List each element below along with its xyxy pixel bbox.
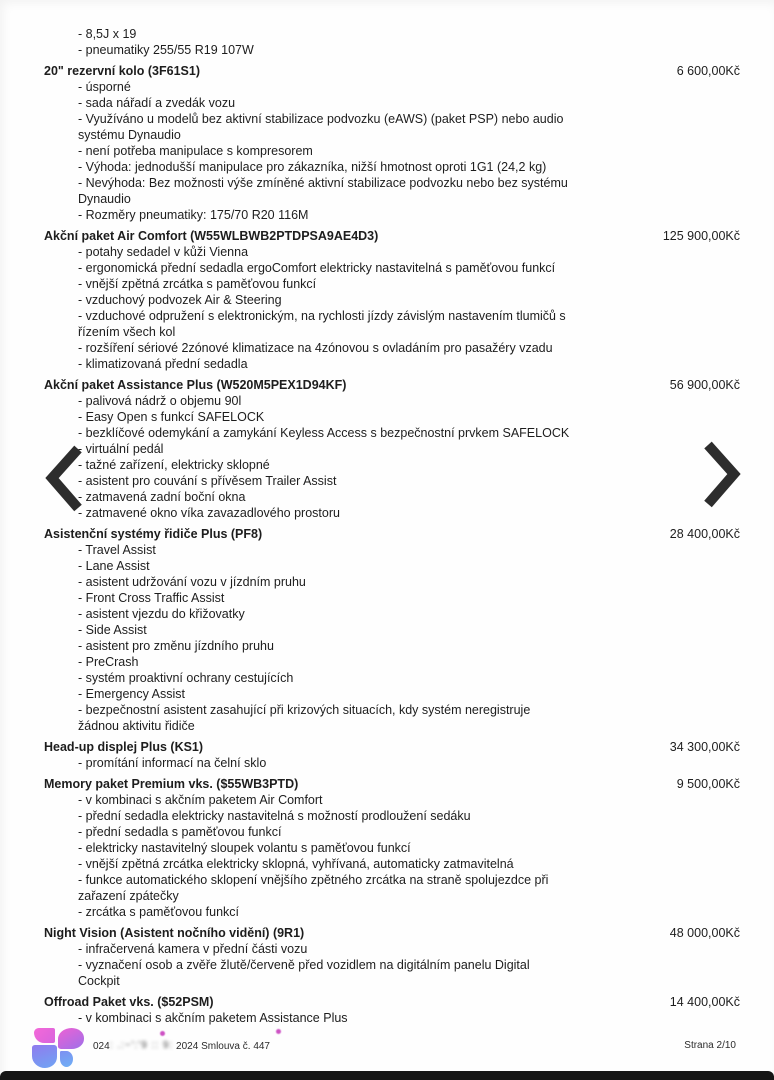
option-detail-line: - v kombinaci s akčním paketem Assistance Plus <box>78 1011 348 1025</box>
option-header <box>44 63 740 79</box>
option-detail-line: - Side Assist <box>78 623 147 637</box>
spec-line: - 8,5J x 19 <box>78 27 137 41</box>
option-detail-line: - přední sedadla elektricky nastavitelná s možností prodloužení sedáku <box>78 809 471 823</box>
option-price: 6 600,00Kč <box>676 64 740 78</box>
option-detail-line: - vzduchový podvozek Air & Steering <box>78 293 282 307</box>
option-detail-line: žádnou aktivitu řidiče <box>78 719 195 733</box>
option-detail-line: - Lane Assist <box>78 559 150 573</box>
option-detail-line: - bezklíčové odemykání a zamykání Keyless Access s bezpečnostní prvkem SAFELOCK <box>78 426 570 440</box>
page-number-indicator: Strana 2/10 <box>684 1040 736 1051</box>
option-price: 28 400,00Kč <box>669 527 740 541</box>
option-price: 48 000,00Kč <box>669 926 740 940</box>
option-detail-line: - přední sedadla s paměťovou funkcí <box>78 825 282 839</box>
chevron-left-icon <box>38 502 94 517</box>
option-detail-line: - funkce automatického sklopení vnějšího zpětného zrcátka na straně spolujezdce při <box>78 873 549 887</box>
option-detail-line: - asistent vjezdu do křižovatky <box>78 607 245 621</box>
option-detail-line: - palivová nádrž o objemu 90l <box>78 394 242 408</box>
option-detail-line: Dynaudio <box>78 192 131 206</box>
option-detail-line: - vnější zpětná zrcátka s paměťovou funkcí <box>78 277 317 291</box>
option-detail-line: - systém proaktivní ochrany cestujících <box>78 671 294 685</box>
next-page-button[interactable] <box>692 438 748 510</box>
option-detail-line: - klimatizovaná přední sedadla <box>78 357 248 371</box>
option-detail-line: - bezpečnostní asistent zasahující při krizových situacích, kdy systém neregistruje <box>78 703 531 717</box>
option-section <box>44 526 740 734</box>
option-detail-line: - tažné zařízení, elektricky sklopné <box>78 458 270 472</box>
option-title: 20" rezervní kolo (3F61S1) <box>44 64 200 78</box>
intro-lines <box>44 26 740 58</box>
option-title: Akční paket Assistance Plus (W520M5PEX1D94KF) <box>44 378 347 392</box>
bottom-frame-bar <box>0 1071 774 1080</box>
option-price: 34 300,00Kč <box>669 740 740 754</box>
option-section <box>44 925 740 989</box>
option-detail-line: - rozšíření sériové 2zónové klimatizace na 4zónovou s ovladáním pro pasažéry vzadu <box>78 341 553 355</box>
option-detail-line: - úsporné <box>78 80 131 94</box>
option-detail-line: - infračervená kamera v přední části vozu <box>78 942 308 956</box>
option-detail-line: - není potřeba manipulace s kompresorem <box>78 144 313 158</box>
option-detail-line: - asistent pro couvání s přívěsem Trailer Assist <box>78 474 337 488</box>
option-detail-line: - elektricky nastavitelný sloupek volantu s paměťovou funkcí <box>78 841 411 855</box>
option-section <box>44 739 740 771</box>
option-title: Offroad Paket vks. ($52PSM) <box>44 995 214 1009</box>
option-detail-line: - potahy sedadel v kůži Vienna <box>78 245 249 259</box>
option-detail-line: - Travel Assist <box>78 543 156 557</box>
option-title: Asistenční systémy řidiče Plus (PF8) <box>44 527 263 541</box>
option-title: Memory paket Premium vks. ($55WB3PTD) <box>44 777 299 791</box>
option-section <box>44 994 740 1026</box>
page-footer <box>0 1025 774 1071</box>
app-logo-icon <box>22 1028 94 1068</box>
option-header <box>44 994 740 1010</box>
options-list <box>44 63 740 1026</box>
option-detail-line: - ergonomická přední sedadla ergoComfort elektricky nastavitelná s paměťovou funkcí <box>78 261 556 275</box>
option-detail-line: - Rozměry pneumatiky: 175/70 R20 116M <box>78 208 309 222</box>
footer-contract-info <box>93 1041 270 1052</box>
option-detail-line: - zatmavená zadní boční okna <box>78 490 246 504</box>
chevron-right-icon <box>692 498 748 513</box>
option-header <box>44 526 740 542</box>
option-title: Head-up displej Plus (KS1) <box>44 740 204 754</box>
option-detail-line: - asistent udržování vozu v jízdním pruhu <box>78 575 306 589</box>
pink-dot-decoration <box>276 1029 281 1034</box>
option-detail-line: - vzduchové odpružení s elektronickým, na rychlosti jízdy závislým nastavením tlumičů s <box>78 309 566 323</box>
option-detail-line: - Nevýhoda: Bez možnosti výše zmíněné aktivní stabilizace podvozku nebo bez systému <box>78 176 568 190</box>
option-price: 14 400,00Kč <box>669 995 740 1009</box>
option-detail-line: - PreCrash <box>78 655 139 669</box>
option-header <box>44 776 740 792</box>
option-section <box>44 63 740 223</box>
option-header <box>44 739 740 755</box>
option-detail-line: systému Dynaudio <box>78 128 181 142</box>
option-detail-line: - promítání informací na čelní sklo <box>78 756 267 770</box>
option-header <box>44 925 740 941</box>
option-detail-line: - vnější zpětná zrcátka elektricky sklopná, vyhřívaná, automaticky zatmavitelná <box>78 857 514 871</box>
option-section <box>44 228 740 372</box>
footer-redacted-text: : .:~':'9 :: 9: <box>109 1040 174 1051</box>
option-detail-line: - Front Cross Traffic Assist <box>78 591 225 605</box>
option-price: 9 500,00Kč <box>676 777 740 791</box>
option-detail-line: - Využíváno u modelů bez aktivní stabilizace podvozku (eAWS) (paket PSP) nebo audio <box>78 112 564 126</box>
option-detail-line: - Emergency Assist <box>78 687 185 701</box>
option-header <box>44 228 740 244</box>
option-detail-line: - virtuální pedál <box>78 442 164 456</box>
option-header <box>44 377 740 393</box>
previous-page-button[interactable] <box>38 442 94 514</box>
option-detail-line: - v kombinaci s akčním paketem Air Comfort <box>78 793 323 807</box>
option-detail-line: - zrcátka s paměťovou funkcí <box>78 905 240 919</box>
option-detail-line: řízením všech kol <box>78 325 176 339</box>
contract-page-content <box>44 26 740 1026</box>
option-detail-line: - vyznačení osob a zvěře žlutě/červeně před vozidlem na digitálním panelu Digital <box>78 958 530 972</box>
option-section <box>44 776 740 920</box>
pink-dot-decoration <box>160 1031 165 1036</box>
option-detail-line: Cockpit <box>78 974 120 988</box>
footer-contract-label: 2024 Smlouva č. 447 <box>176 1041 270 1052</box>
option-detail-line: zařazení zpátečky <box>78 889 179 903</box>
option-section <box>44 377 740 521</box>
option-price: 125 900,00Kč <box>662 229 740 243</box>
spec-line: - pneumatiky 255/55 R19 107W <box>78 43 254 57</box>
option-title: Night Vision (Asistent nočního vidění) (9R1) <box>44 926 305 940</box>
option-title: Akční paket Air Comfort (W55WLBWB2PTDPSA9AE4D3) <box>44 229 379 243</box>
option-detail-line: - zatmavené okno víka zavazadlového prostoru <box>78 506 340 520</box>
option-price: 56 900,00Kč <box>669 378 740 392</box>
option-detail-line: - Výhoda: jednodušší manipulace pro zákazníka, nižší hmotnost oproti 1G1 (24,2 kg) <box>78 160 547 174</box>
option-detail-line: - asistent pro změnu jízdního pruhu <box>78 639 274 653</box>
footer-code: 024 <box>93 1041 110 1052</box>
option-detail-line: - Easy Open s funkcí SAFELOCK <box>78 410 265 424</box>
option-detail-line: - sada nářadí a zvedák vozu <box>78 96 236 110</box>
